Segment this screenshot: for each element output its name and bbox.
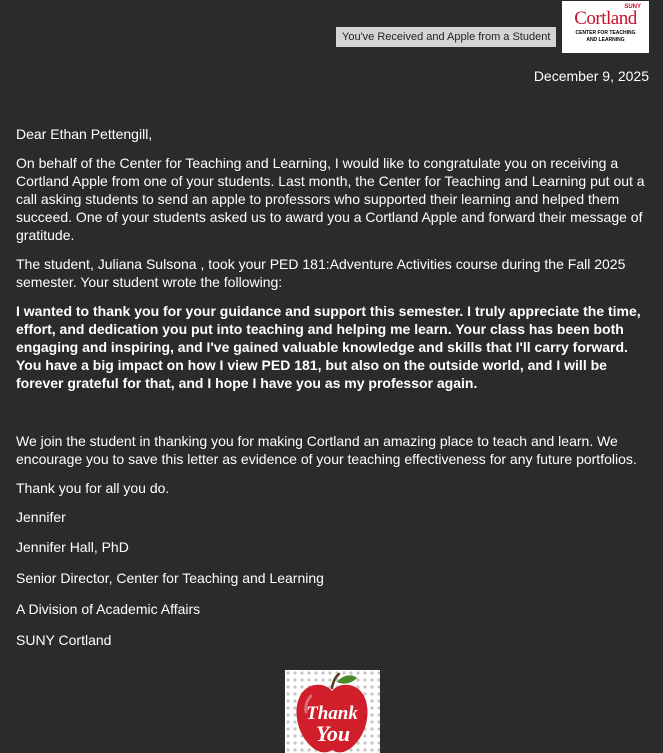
signature-title: Senior Director, Center for Teaching and Learning [16, 570, 324, 586]
closing-line: Thank you for all you do. [16, 480, 170, 496]
logo-name-text: Cortland [574, 8, 637, 29]
apple-text-line-1: Thank [306, 703, 358, 724]
thank-you-apple-image [285, 670, 380, 753]
title-tooltip: You've Received and Apple from a Student [336, 27, 556, 47]
apple-icon [285, 670, 380, 753]
signature-block [16, 537, 652, 650]
logo-suny-text: SUNY [624, 4, 641, 10]
signature-division: A Division of Academic Affairs [16, 601, 201, 617]
paragraph-student: The student, Juliana Sulsona , took your PED 181:Adventure Activities course during the Fall 2025 semester. Your student wrote the following: [16, 256, 626, 290]
first-name-sign: Jennifer [16, 509, 66, 525]
letter-body [16, 125, 652, 661]
suny-cortland-logo [562, 1, 649, 53]
letter-date: December 9, 2025 [533, 68, 649, 84]
signature-institution: SUNY Cortland [16, 632, 112, 648]
apple-text-line-2: You [315, 721, 351, 746]
paragraph-thanks: We join the student in thanking you for making Cortland an amazing place to teach and learn. We encourage you to save this letter as evidence of your teaching effectiveness for any future portfolios. [16, 433, 637, 467]
logo-subtitle-line-2: AND LEARNING [586, 37, 625, 43]
signature-name: Jennifer Hall, PhD [16, 539, 129, 555]
salutation: Dear Ethan Pettengill, [16, 126, 153, 142]
logo-subtitle-line-1: CENTER FOR TEACHING [575, 30, 636, 36]
paragraph-intro: On behalf of the Center for Teaching and Learning, I would like to congratulate you on receiving a Cortland Apple from one of your students. Last month, the Center for Teaching and Learning put out a call asking students to send an apple to professors who supported their learning and helped them succeed. One of your students asked us to award you a Cortland Apple and forward their message of gratitude. [16, 155, 645, 243]
spacer [16, 403, 652, 432]
student-quote: I wanted to thank you for your guidance and support this semester. I truly appreciate the time, effort, and dedication you put into teaching and helping me learn. Your class has been both engaging and inspiring, and I've gained valuable knowledge and skills that I'll carry forward. You have a big impact on how I view PED 181, but also on the outside world, and I will be forever grateful for that, and I hope I have you as my professor again. [16, 303, 641, 391]
